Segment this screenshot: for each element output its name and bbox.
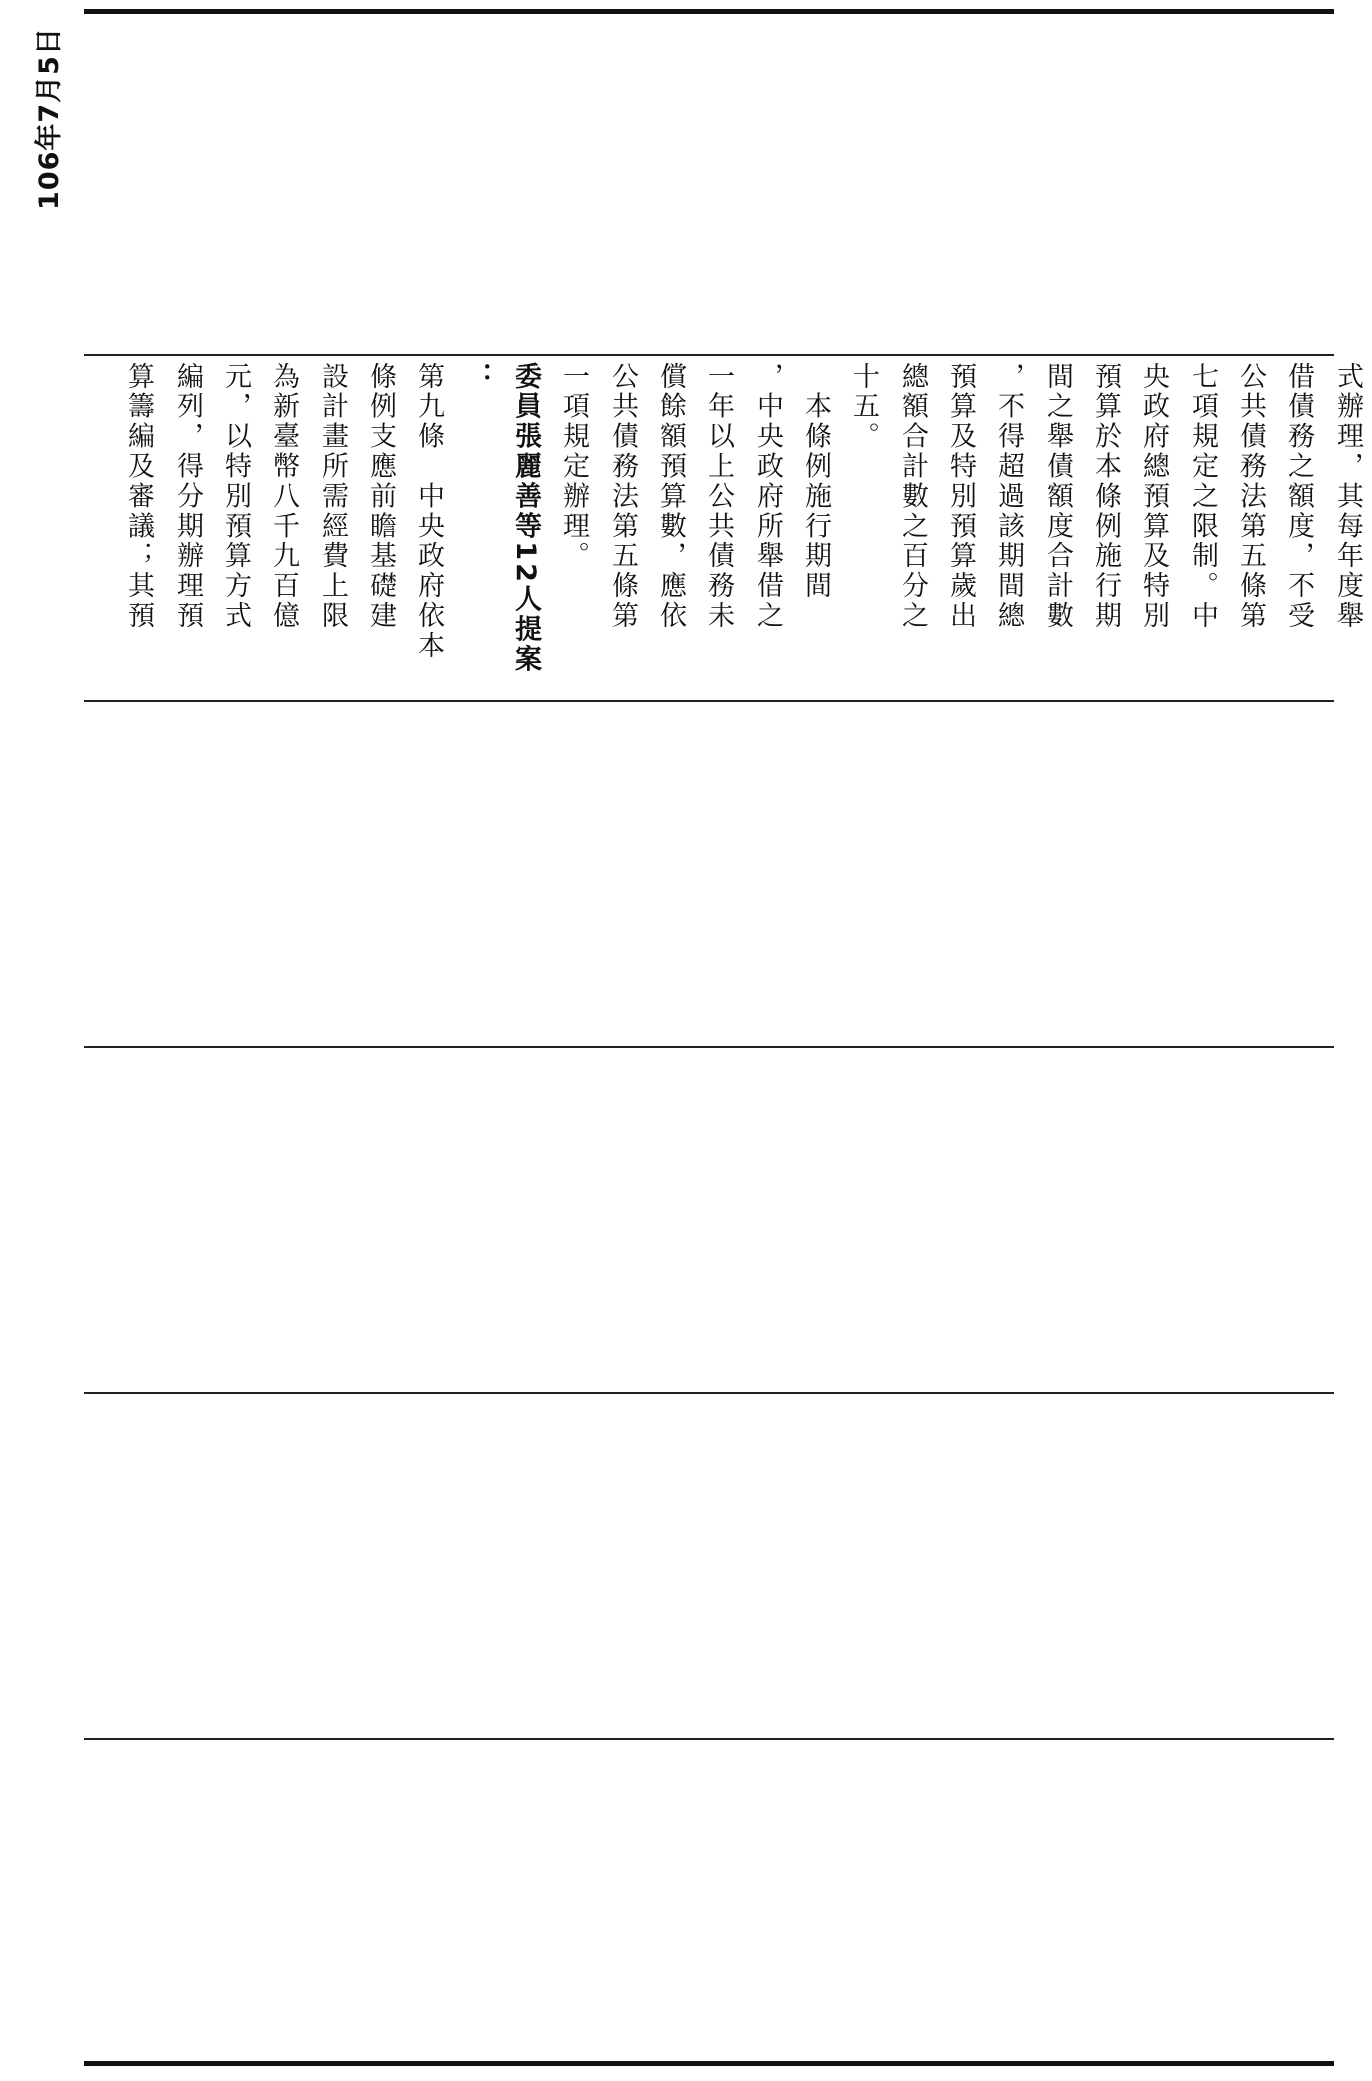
text-column: 元，以特別預算方式 — [220, 362, 251, 632]
top-border-rule — [84, 9, 1334, 14]
text-column: 式辦理，其每年度舉 — [1332, 362, 1363, 632]
proposal-heading: 委員張麗善等12人提案 — [510, 362, 541, 675]
text-column: ，中央政府所舉借之 — [752, 362, 783, 632]
text-column: 公共債務法第五條第 — [1235, 362, 1266, 632]
text-column: ： — [462, 362, 493, 392]
text-column: 間之舉債額度合計數 — [1042, 362, 1073, 632]
text-column: 償餘額預算數，應依 — [655, 362, 686, 632]
document-text-block — [92, 362, 1363, 700]
text-column: 算籌編及審議；其預 — [123, 362, 154, 632]
text-column: 設計畫所需經費上限 — [317, 362, 348, 632]
text-column: 第九條 中央政府依本 — [413, 362, 444, 661]
text-column: 十五。 — [848, 362, 879, 452]
text-column: 借債務之額度，不受 — [1283, 362, 1314, 632]
text-column: 七項規定之限制。中 — [1187, 362, 1218, 632]
page-date: 106年7月5日 — [33, 26, 65, 210]
text-column: 公共債務法第五條第 — [607, 362, 638, 632]
section-rule — [84, 700, 1334, 702]
text-column: 本條例施行期間 — [800, 362, 831, 602]
text-column: 預算及特別預算歲出 — [945, 362, 976, 632]
section-rule — [84, 1392, 1334, 1394]
text-column: 編列，得分期辦理預 — [172, 362, 203, 632]
text-column: 為新臺幣八千九百億 — [268, 362, 299, 632]
section-rule — [84, 1738, 1334, 1740]
text-column: 預算於本條例施行期 — [1090, 362, 1121, 632]
text-column: 一項規定辦理。 — [558, 362, 589, 572]
text-column: 一年以上公共債務未 — [703, 362, 734, 632]
section-rule — [84, 1046, 1334, 1048]
text-column: 總額合計數之百分之 — [897, 362, 928, 632]
page-date-stamp — [16, 18, 76, 218]
text-column: 央政府總預算及特別 — [1138, 362, 1169, 632]
bottom-border-rule — [84, 2061, 1334, 2066]
text-column: 條例支應前瞻基礎建 — [365, 362, 396, 632]
section-rule — [84, 354, 1334, 356]
text-column: ，不得超過該期間總 — [993, 362, 1024, 632]
